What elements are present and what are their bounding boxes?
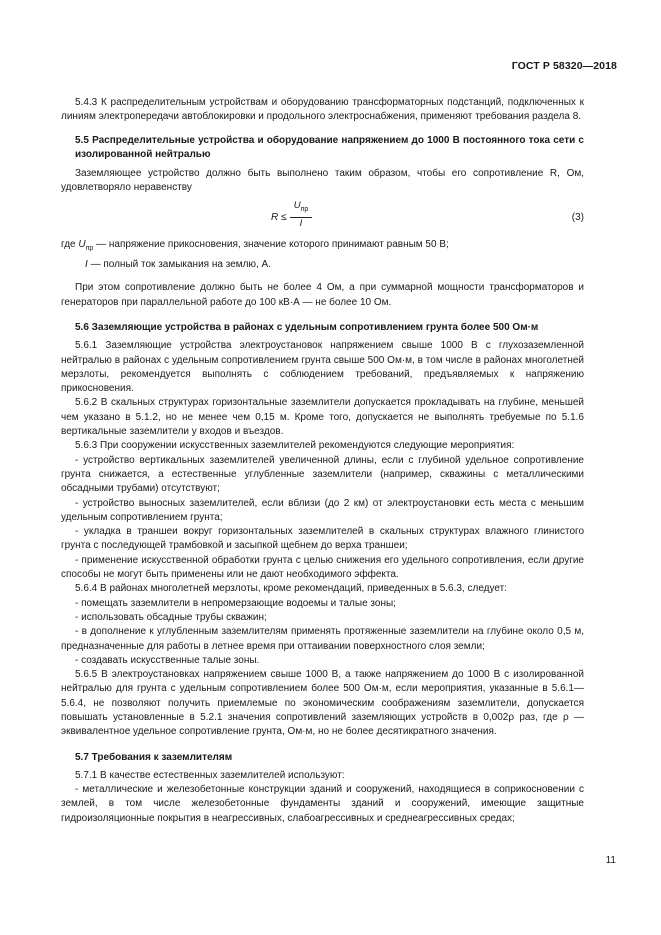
paragraph-5-6-5: 5.6.5 В электроустановках напряжением свыше 1000 В, а также напряжением до 1000 В с изолированной нейтралью для грунта с удельным сопротивлением более 500 Ом·м, если мероприятия, указанные в 5.6.1—5.6.4, не позволяют получить приемлемые по экономическим соображениям заземлители, допускается повышать установленные в 5.2.1 значения сопротивлений заземляющих устройств в 0,002ρ раз, где ρ — эквивалентное удельное сопротивление грунта, Ом·м, но не более десятикратного значения. <box>61 669 584 738</box>
formula-3 <box>61 200 584 234</box>
list-item: - создавать искусственные талые зоны. <box>75 654 260 666</box>
document-header-id: ГОСТ Р 58320—2018 <box>511 60 617 72</box>
list-item: - использовать обсадные трубы скважин; <box>75 611 267 623</box>
paragraph-5-5-limits: При этом сопротивление должно быть не более 4 Ом, а при суммарной мощности трансформаторов и генераторов при параллельной работе до 100 кВ·А — не более 10 Ом. <box>61 282 584 308</box>
list-item: - помещать заземлители в непромерзающие водоемы и талые зоны; <box>75 597 396 609</box>
list-item: - металлические и железобетонные конструкции зданий и сооружений, находящиеся в соприкосновении с землей, в том числе железобетонные фундаменты зданий и сооружений, имеющие защитные гидроизоляционные покрытия в неагрессивных, слабоагрессивных и среднеагрессивных средах; <box>61 784 584 824</box>
definition-i-symbol: I <box>85 259 88 271</box>
definition-u-symbol: U <box>78 238 86 250</box>
paragraph-5-7-1: 5.7.1 В качестве естественных заземлителей используют: <box>75 769 345 781</box>
list-item: - применение искусственной обработки грунта с целью снижения его удельного сопротивления, если другие способы не могут быть применены или не дают необходимого эффекта. <box>61 554 584 581</box>
list-item: - укладка в траншеи вокруг горизонтальных заземлителей в скальных структурах влажного глинистого грунта с последующей трамбовкой и засыпкой щебнем до верха траншеи; <box>61 526 584 552</box>
section-heading-5-7: 5.7 Требования к заземлителям <box>75 751 233 763</box>
definition-i-text: — полный ток замыкания на землю, А. <box>90 259 271 271</box>
formula-number: (3) <box>571 211 584 223</box>
paragraph-5-5-intro: Заземляющее устройство должно быть выполнено таким образом, чтобы его сопротивление R, Ом, удовлетворяло неравенству <box>61 168 584 194</box>
paragraph-5-6-1: 5.6.1 Заземляющие устройства электроустановок напряжением свыше 1000 В с глухозаземленной нейтралью в районах с удельным сопротивлением грунта свыше 500 Ом·м, в том числе в районах многолетней мерзлоты, рекомендуется выполнять с соблюдением требований, предъявляемых к напряжению прикосновения. <box>61 340 584 395</box>
formula-numerator: U <box>293 199 301 211</box>
paragraph-5-6-2: 5.6.2 В скальных структурах горизонтальные заземлители допускается прокладывать на глубине, меньшей чем указано в 5.1.2, но не менее чем 0,15 м. Кроме того, допускается не выполнять требуемые по 5.1.6 вертикальные заземлители у входов и въездов. <box>61 397 584 438</box>
formula-numerator-sub: пр <box>300 205 309 213</box>
list-item: - устройство выносных заземлителей, если вблизи (до 2 км) от электроустановки есть места с меньшим удельным сопротивлением грунта; <box>61 497 584 523</box>
list-item: - в дополнение к углубленным заземлителям применять протяженные заземлители на глубине около 0,5 м, предназначенные для работы в летнее время при оттаивании поверхностного слоя земли; <box>61 626 584 652</box>
paragraph-5-4-3: 5.4.3 К распределительным устройствам и оборудованию трансформаторных подстанций, подключенных к линиям электропередачи автоблокировки и продольного электроснабжения, применяют требования раздела 8. <box>61 97 584 123</box>
definition-u <box>61 238 584 256</box>
definition-i <box>61 258 584 272</box>
formula-denominator: I <box>299 217 303 229</box>
definition-prefix: где <box>61 238 76 250</box>
list-item: - устройство вертикальных заземлителей увеличенной длины, если с глубиной удельное сопротивление грунта снижается, а естественные углубленные заземлители (например, скважины с металлическими обсадными трубами) отсутствуют; <box>61 454 584 495</box>
formula-lhs: R <box>271 211 279 223</box>
definition-u-sub: пр <box>85 244 94 252</box>
paragraph-5-6-3: 5.6.3 При сооружении искусственных заземлителей рекомендуются следующие мероприятия: <box>75 440 515 452</box>
page-number: 11 <box>605 855 616 866</box>
formula-fraction <box>290 200 312 230</box>
section-heading-5-6: 5.6 Заземляющие устройства в районах с удельным сопротивлением грунта более 500 Ом·м <box>75 321 539 333</box>
formula-sign: ≤ <box>281 211 287 223</box>
section-heading-5-5: 5.5 Распределительные устройства и оборудование напряжением до 1000 В постоянного тока сети с изолированной нейтралью <box>75 134 584 160</box>
definition-u-text: — напряжение прикосновения, значение которого принимают равным 50 В; <box>96 238 449 250</box>
document-body <box>61 96 584 826</box>
paragraph-5-6-4: 5.6.4 В районах многолетней мерзлоты, кроме рекомендаций, приведенных в 5.6.3, следует: <box>75 583 507 595</box>
